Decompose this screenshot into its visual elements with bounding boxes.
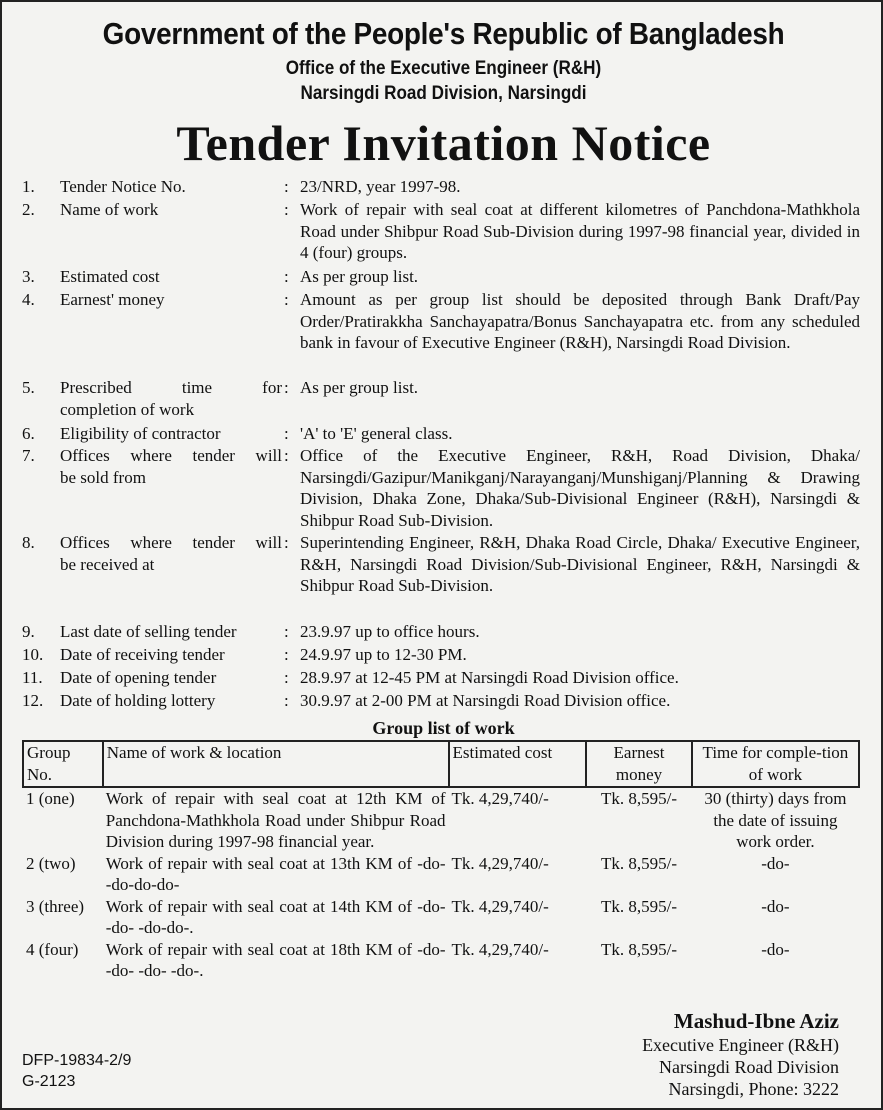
estimated-cost-cell: Tk. 4,29,740/- [451, 939, 549, 959]
item-value: Amount as per group list should be deposited through Bank Draft/Pay Order/Pratirakkha Sanchayapatra/Bonus Sanchayapatra etc. from any scheduled bank in favour of Executive Engineer (R&H), Narsingdi Road Division. [300, 290, 860, 352]
completion-time-cell: -do- [761, 853, 790, 873]
item-value: 30.9.97 at 2-00 PM at Narsingdi Road Division office. [300, 691, 671, 710]
item-value: 'A' to 'E' general class. [300, 424, 453, 443]
item-label: Last date of selling tender [60, 622, 237, 641]
estimated-cost-cell: Tk. 4,29,740/- [451, 853, 549, 873]
item-colon: : [284, 378, 289, 397]
government-heading: Government of the People's Republic of Bangladesh [102, 16, 785, 51]
dfp-reference: DFP-19834-2/9 [22, 1052, 132, 1069]
item-value: Office of the Executive Engineer, R&H, Road Division, Dhaka/ Narsingdi/Gazipur/Manikganj/Narayanganj/Munshiganj/Planning & Drawing Division, Dhaka Zone, Dhaka/Sub-Divisional Engineer (R&H), Narsingdi & Shibpur Road Sub-Division. [300, 446, 860, 530]
earnest-money-cell: Tk. 8,595/- [601, 853, 678, 873]
earnest-money-cell: Tk. 8,595/- [601, 896, 678, 916]
item-number: 3. [22, 267, 35, 286]
work-name-cell: Work of repair with seal coat at 13th KM of -do- -do-do-do- [105, 853, 446, 894]
estimated-cost-cell: Tk. 4,29,740/- [451, 789, 549, 808]
reference-block [22, 1050, 131, 1092]
office-heading: Office of the Executive Engineer (R&H) [285, 58, 602, 79]
group-list-table [22, 740, 860, 982]
item-number: 11. [22, 668, 43, 687]
item-value: 28.9.97 at 12-45 PM at Narsingdi Road Division office. [300, 668, 679, 687]
item-colon: : [284, 424, 289, 443]
item-value: 24.9.97 up to 12-30 PM. [300, 645, 467, 664]
earnest-money-cell: Tk. 8,595/- [601, 939, 678, 959]
page-title: Tender Invitation Notice [176, 115, 711, 171]
item-value: As per group list. [300, 378, 419, 397]
item-number: 10. [22, 645, 44, 664]
item-number: 6. [22, 424, 35, 443]
item-value: 23.9.97 up to office hours. [300, 622, 480, 641]
signatory-location: Narsingdi, Phone: 3222 [668, 1079, 839, 1099]
item-label: Eligibility of contractor [60, 424, 221, 443]
item-label: Name of work [60, 200, 159, 219]
table-row [23, 939, 859, 982]
work-name-cell: Work of repair with seal coat at 14th KM of -do- -do- -do-do-. [105, 896, 446, 937]
item-number: 1. [22, 177, 35, 196]
table-row [23, 853, 859, 896]
header-name-of-work: Name of work & location [103, 741, 449, 787]
item-label: Date of receiving tender [60, 645, 225, 664]
table-row [23, 896, 859, 939]
item-colon: : [284, 446, 289, 465]
item-colon: : [284, 622, 289, 641]
item-label: Date of holding lottery [60, 691, 216, 710]
completion-time-cell: -do- [761, 939, 790, 959]
signature-block [642, 1010, 839, 1100]
header-earnest-money: Earnest money [586, 741, 692, 787]
item-label-continued: completion of work [60, 399, 195, 419]
group-list-header-row [23, 741, 859, 787]
group-no-cell: 2 (two) [26, 853, 76, 873]
header-group-no: Group No. [23, 741, 103, 787]
item-colon: : [284, 645, 289, 664]
item-label-continued: be sold from [60, 467, 146, 487]
item-value: As per group list. [300, 267, 419, 286]
group-no-cell: 3 (three) [26, 896, 85, 916]
item-colon: : [284, 668, 289, 687]
item-colon: : [284, 177, 289, 196]
item-label: Date of opening tender [60, 668, 217, 687]
signatory-division: Narsingdi Road Division [659, 1057, 839, 1077]
completion-time-cell: -do- [761, 896, 790, 916]
item-number: 7. [22, 446, 35, 465]
item-colon: : [284, 691, 289, 710]
table-row [23, 787, 859, 853]
work-name-cell: Work of repair with seal coat at 18th KM of -do- -do- -do- -do-. [105, 939, 446, 980]
item-number: 5. [22, 378, 35, 397]
item-value: Work of repair with seal coat at different kilometres of Panchdona-Mathkhola Road under Shibpur Road Sub-Division during 1997-98 financial year, divided in 4 (four) groups. [300, 200, 860, 262]
item-number: 2. [22, 200, 35, 219]
item-label: Offices where tender will [60, 533, 282, 552]
item-label: Estimated cost [60, 267, 160, 286]
group-list-title: Group list of work [372, 718, 515, 738]
signatory-designation: Executive Engineer (R&H) [642, 1035, 839, 1055]
item-value: 23/NRD, year 1997-98. [300, 177, 461, 196]
group-no-cell: 4 (four) [26, 939, 79, 959]
division-heading: Narsingdi Road Division, Narsingdi [300, 83, 587, 104]
estimated-cost-cell: Tk. 4,29,740/- [451, 896, 549, 916]
item-number: 9. [22, 622, 35, 641]
item-colon: : [284, 267, 289, 286]
item-label: Tender Notice No. [60, 177, 186, 196]
item-label-continued: be received at [60, 554, 155, 574]
group-no-cell: 1 (one) [26, 789, 75, 808]
item-number: 12. [22, 691, 44, 710]
item-colon: : [284, 200, 289, 219]
item-colon: : [284, 533, 289, 552]
header-estimated-cost: Estimated cost [449, 741, 587, 787]
item-value: Superintending Engineer, R&H, Dhaka Road Circle, Dhaka/ Executive Engineer, R&H, Narsingdi Road Division/Sub-Divisional Engineer, R&H, Narsingdi & Shibpur Road Sub-Division. [300, 533, 860, 595]
signatory-name: Mashud-Ibne Aziz [673, 1009, 839, 1033]
item-label: Earnest' money [60, 290, 165, 309]
item-number: 8. [22, 533, 35, 552]
work-name-cell: Work of repair with seal coat at 12th KM of Panchdona-Mathkhola Road under Shibpur Road Division during 1997-98 financial year. [105, 789, 446, 851]
header-completion-time: Time for comple-tion of work [692, 741, 859, 787]
item-colon: : [284, 290, 289, 309]
g-reference: G-2123 [22, 1073, 76, 1090]
completion-time-cell: 30 (thirty) days from the date of issuing work order. [704, 789, 847, 851]
item-label: Offices where tender will [60, 446, 282, 465]
item-label: Prescribed time for [60, 378, 282, 397]
item-number: 4. [22, 290, 35, 309]
earnest-money-cell: Tk. 8,595/- [601, 789, 678, 808]
